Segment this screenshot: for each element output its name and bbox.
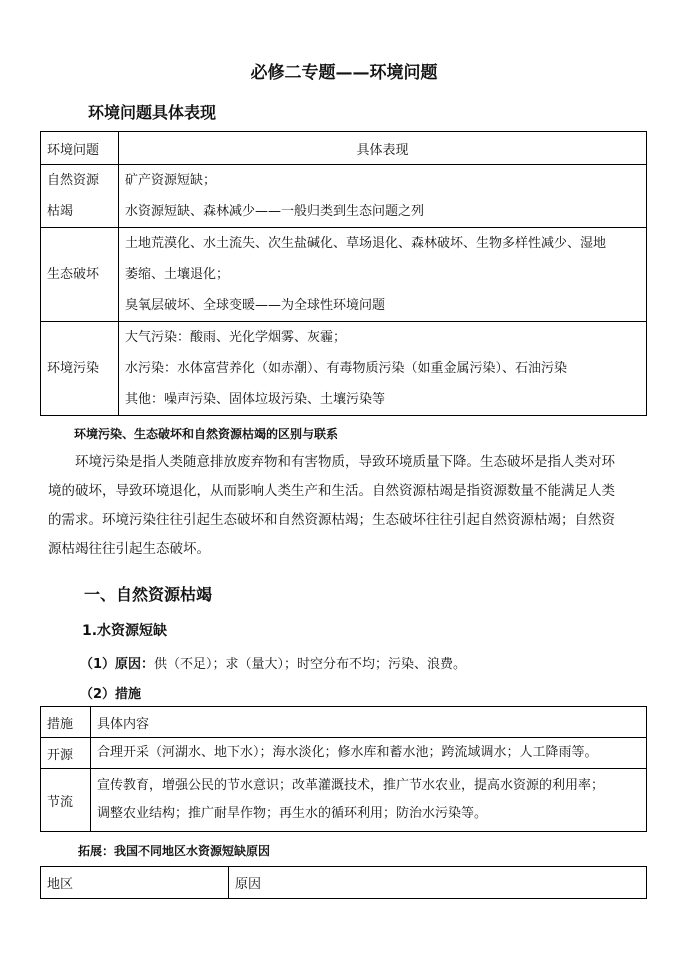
- header-problem: 环境问题: [41, 132, 119, 165]
- content-line: 宣传教育，增强公民的节水意识；改革灌溉技术，推广节水农业，提高水资源的利用率；: [97, 778, 605, 793]
- detail-line: 水污染：水体富营养化（如赤潮）、有毒物质污染（如重金属污染）、石油污染: [125, 361, 568, 376]
- header-measure: 措施: [41, 707, 91, 738]
- detail-line: 水资源短缺、森林减少——一般归类到生态问题之列: [125, 204, 425, 219]
- relation-paragraph: [48, 448, 648, 564]
- paragraph-line: 环境污染是指人类随意排放废弃物和有害物质，导致环境质量下降。生态破坏是指人类对环: [75, 454, 615, 470]
- cause-label: （1）原因：: [80, 657, 155, 672]
- problem-line: 自然资源: [47, 173, 100, 188]
- detail-line: 矿产资源短缺；: [125, 173, 217, 188]
- content-line: 调整农业结构；推广耐旱作物；再生水的循环利用；防治水污染等。: [97, 806, 488, 821]
- detail-line: 萎缩、土壤退化；: [125, 267, 230, 282]
- problem-cell: [41, 228, 119, 322]
- header-cause: 原因: [229, 867, 647, 899]
- table-row: [41, 322, 647, 416]
- document-title: 必修二专题——环境问题: [250, 63, 438, 83]
- problem-line: 环境污染: [47, 361, 100, 376]
- region-causes-table: [40, 866, 647, 899]
- content-cell: [91, 738, 647, 769]
- section-heading: 环境问题具体表现: [88, 103, 217, 122]
- table-row: [41, 738, 647, 769]
- problem-cell: [41, 322, 119, 416]
- section-1-heading: 一、自然资源枯竭: [84, 585, 213, 604]
- detail-line: 土地荒漠化、水土流失、次生盐碱化、草场退化、森林破坏、生物多样性减少、湿地: [125, 236, 607, 251]
- paragraph-line: 的需求。环境污染往往引起生态破坏和自然资源枯竭；生态破坏往往引起自然资源枯竭；自然资: [48, 512, 615, 528]
- content-line: 合理开采（河湖水、地下水）；海水淡化；修水库和蓄水池；跨流域调水；人工降雨等。: [97, 745, 598, 760]
- measure-label: （2）措施: [80, 687, 142, 702]
- water-measures-table: [40, 706, 647, 832]
- problem-line: 枯竭: [47, 204, 74, 219]
- paragraph-line: 源枯竭往往引起生态破坏。: [48, 541, 210, 557]
- paragraph-line: 境的破坏，导致环境退化，从而影响人类生产和生活。自然资源枯竭是指资源数量不能满足人类: [48, 483, 615, 499]
- header-detail: 具体表现: [119, 132, 647, 165]
- header-content: 具体内容: [91, 707, 647, 738]
- table-row: [41, 228, 647, 322]
- cause-line: [80, 653, 466, 672]
- table-row: [41, 769, 647, 832]
- detail-cell: [119, 165, 647, 228]
- detail-line: 其他：噪声污染、固体垃圾污染、土壤污染等: [125, 392, 386, 407]
- relation-caption: 环境污染、生态破坏和自然资源枯竭的区别与联系: [74, 427, 339, 441]
- environment-problems-table: [40, 131, 647, 416]
- detail-line: 臭氧层破坏、全球变暖——为全球性环境问题: [125, 298, 386, 313]
- measure-cell: 节流: [41, 769, 91, 832]
- table-header-row: [41, 132, 647, 165]
- table-header-row: [41, 867, 647, 899]
- table-row: [41, 165, 647, 228]
- problem-line: 生态破坏: [47, 267, 100, 282]
- content-cell: [91, 769, 647, 832]
- detail-cell: [119, 322, 647, 416]
- detail-line: 大气污染：酸雨、光化学烟雾、灰霾；: [125, 330, 347, 345]
- expand-caption: 拓展：我国不同地区水资源短缺原因: [78, 844, 271, 858]
- detail-cell: [119, 228, 647, 322]
- problem-cell: [41, 165, 119, 228]
- table-header-row: [41, 707, 647, 738]
- subsection-heading: 1.水资源短缺: [82, 623, 168, 639]
- cause-text: 供（不足）；求（量大）；时空分布不均；污染、浪费。: [154, 657, 467, 672]
- measure-cell: 开源: [41, 738, 91, 769]
- header-region: 地区: [41, 867, 229, 899]
